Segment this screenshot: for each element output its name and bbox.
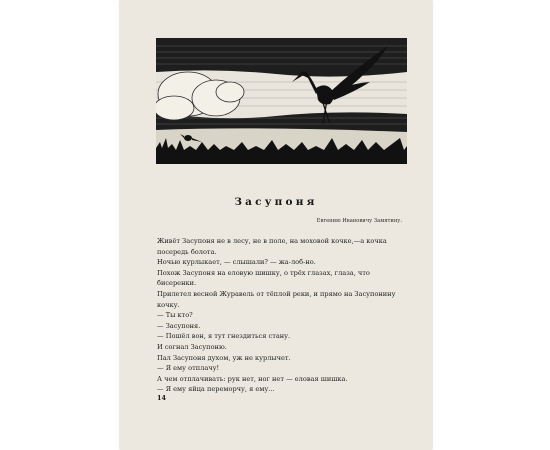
stork-engraving: [156, 38, 407, 164]
story-title: Засупоня: [234, 196, 318, 208]
paragraph: Пал Засупоня духом, уж не курлычет.: [157, 353, 291, 362]
paragraph: — Я ему яйца переморчу, я ему...: [157, 385, 275, 394]
paragraph: Похож Засупоня на еловую шишку, о трёх глазах, глаза, что бисеренки.: [157, 268, 370, 288]
book-page: [120, 0, 432, 450]
stork-illustration: [156, 38, 407, 164]
story-dedication: Евгению Ивановичу Замятину.: [316, 218, 402, 224]
paragraph: А чем отплачивать: рук нет, ног нет — еловая шишка.: [157, 374, 348, 383]
story-text: [157, 236, 402, 395]
paragraph: И согнал Засупоню.: [157, 342, 227, 351]
paragraph: — Ты кто?: [157, 311, 193, 320]
page-number: 14: [157, 394, 167, 402]
paragraph: Прилетел весной Журавель от тёплой реки, и прямо на Засупонину кочку.: [157, 289, 396, 309]
paragraph: Живёт Засупоня не в лесу, не в поле, на моховой кочке,—а кочка посередь болота.: [157, 237, 387, 256]
paragraph: Ночью курлыкает, — слышали? — жа-лоб-но.: [157, 258, 316, 267]
paragraph: — Засупоня.: [157, 321, 201, 330]
paragraph: — Я ему отплачу!: [157, 364, 220, 373]
paragraph: — Пошёл вон, я тут гнездиться стану.: [157, 332, 291, 341]
